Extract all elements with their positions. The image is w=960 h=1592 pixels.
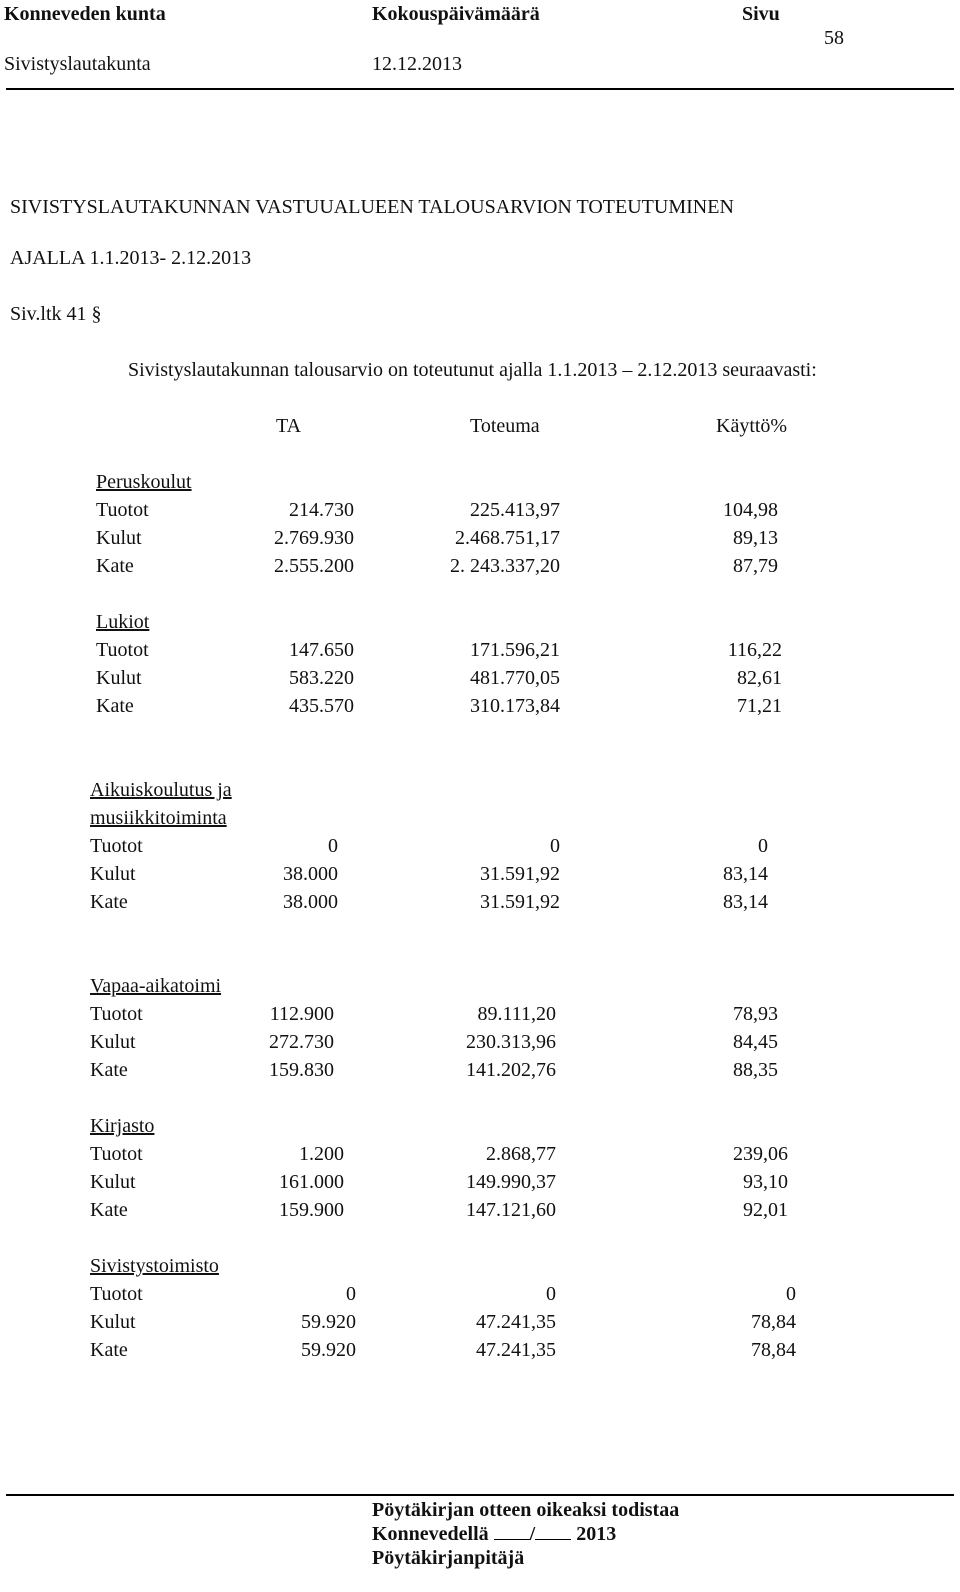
row-label: Tuotot [90,835,143,857]
row-label: Kulut [90,1031,136,1053]
title-line-2: AJALLA 1.1.2013- 2.12.2013 [10,247,252,269]
toteuma-value: 481.770,05 [470,667,560,689]
column-toteuma: Toteuma [470,415,540,437]
toteuma-value: 47.241,35 [476,1311,556,1333]
toteuma-value: 147.121,60 [466,1199,556,1221]
toteuma-value: 0 [546,1283,556,1305]
kaytto-value: 83,14 [723,863,768,885]
toteuma-value: 2.868,77 [486,1143,556,1165]
toteuma-value: 2. 243.337,20 [450,555,560,577]
ta-value: 159.900 [279,1199,344,1221]
kaytto-value: 93,10 [743,1171,788,1193]
row-label: Kate [90,1059,128,1081]
row-label: Kate [90,891,128,913]
footer-rule [6,1494,954,1496]
kaytto-value: 78,84 [751,1339,796,1361]
row-label: Kulut [96,667,142,689]
toteuma-value: 89.111,20 [477,1003,556,1025]
kaytto-value: 116,22 [727,639,782,661]
row-label: Kulut [90,1311,136,1333]
ta-value: 583.220 [289,667,354,689]
row-label: Kulut [96,527,142,549]
ta-value: 2.555.200 [274,555,354,577]
toteuma-value: 0 [550,835,560,857]
section-reference: Siv.ltk 41 § [10,303,102,325]
toteuma-value: 149.990,37 [466,1171,556,1193]
row-label: Kulut [90,863,136,885]
org-name: Konneveden kunta [4,3,166,25]
toteuma-value: 31.591,92 [480,891,560,913]
footer-certify: Pöytäkirjan otteen oikeaksi todistaa [372,1499,680,1521]
row-label: Kate [96,555,134,577]
title-line-1: SIVISTYSLAUTAKUNNAN VASTUUALUEEN TALOUSARVION TOTEUTUMINEN [10,196,734,218]
intro-text: Sivistyslautakunnan talousarvio on toteutunut ajalla 1.1.2013 – 2.12.2013 seuraavasti: [128,359,817,381]
kaytto-value: 83,14 [723,891,768,913]
ta-value: 1.200 [299,1143,344,1165]
kaytto-value: 87,79 [733,555,778,577]
row-label: Tuotot [90,1283,143,1305]
toteuma-value: 31.591,92 [480,863,560,885]
ta-value: 59.920 [301,1339,356,1361]
kaytto-value: 84,45 [733,1031,778,1053]
ta-value: 59.920 [301,1311,356,1333]
ta-value: 38.000 [283,863,338,885]
ta-value: 159.830 [269,1059,334,1081]
meeting-date: 12.12.2013 [372,53,462,75]
ta-value: 161.000 [279,1171,344,1193]
ta-value: 112.900 [269,1003,334,1025]
toteuma-value: 225.413,97 [470,499,560,521]
footer-secretary: Pöytäkirjanpitäjä [372,1547,525,1569]
board-name: Sivistyslautakunta [4,53,151,75]
ta-value: 38.000 [283,891,338,913]
kaytto-value: 89,13 [733,527,778,549]
date-label: Kokouspäivämäärä [372,3,540,25]
column-kaytto: Käyttö% [716,415,788,437]
ta-value: 435.570 [289,695,354,717]
kaytto-value: 0 [758,835,768,857]
day-blank [494,1525,530,1540]
kaytto-value: 71,21 [737,695,782,717]
ta-value: 0 [346,1283,356,1305]
toteuma-value: 141.202,76 [466,1059,556,1081]
toteuma-value: 171.596,21 [470,639,560,661]
kaytto-value: 88,35 [733,1059,778,1081]
toteuma-value: 47.241,35 [476,1339,556,1361]
page-label: Sivu [742,3,780,25]
ta-value: 2.769.930 [274,527,354,549]
section-heading: Sivistystoimisto [90,1255,219,1277]
ta-value: 147.650 [289,639,354,661]
row-label: Kate [90,1339,128,1361]
row-label: Kulut [90,1171,136,1193]
ta-value: 0 [328,835,338,857]
section-heading: Peruskoulut [96,471,192,493]
kaytto-value: 239,06 [733,1143,788,1165]
toteuma-value: 310.173,84 [470,695,560,717]
footer-slash: / [529,1523,536,1545]
ta-value: 272.730 [269,1031,334,1053]
footer-place-date [372,1524,616,1544]
footer-place: Konnevedellä [372,1523,489,1545]
kaytto-value: 78,84 [751,1311,796,1333]
row-label: Tuotot [96,639,149,661]
row-label: Kate [90,1199,128,1221]
toteuma-value: 230.313,96 [466,1031,556,1053]
kaytto-value: 92,01 [743,1199,788,1221]
kaytto-value: 104,98 [723,499,778,521]
section-heading: Vapaa-aikatoimi [90,975,222,997]
header-rule [6,88,954,90]
toteuma-value: 2.468.751,17 [455,527,560,549]
kaytto-value: 0 [786,1283,796,1305]
row-label: Tuotot [96,499,149,521]
row-label: Tuotot [90,1003,143,1025]
month-blank [535,1525,571,1540]
kaytto-value: 82,61 [737,667,782,689]
column-ta: TA [276,415,302,437]
row-label: Kate [96,695,134,717]
footer-year: 2013 [576,1523,617,1545]
section-heading: Lukiot [96,611,150,633]
section-heading-line-2: musiikkitoiminta [90,807,227,829]
ta-value: 214.730 [289,499,354,521]
section-heading: Kirjasto [90,1115,155,1137]
row-label: Tuotot [90,1143,143,1165]
section-heading: Aikuiskoulutus ja [90,779,232,801]
page-number: 58 [824,27,844,49]
kaytto-value: 78,93 [733,1003,778,1025]
